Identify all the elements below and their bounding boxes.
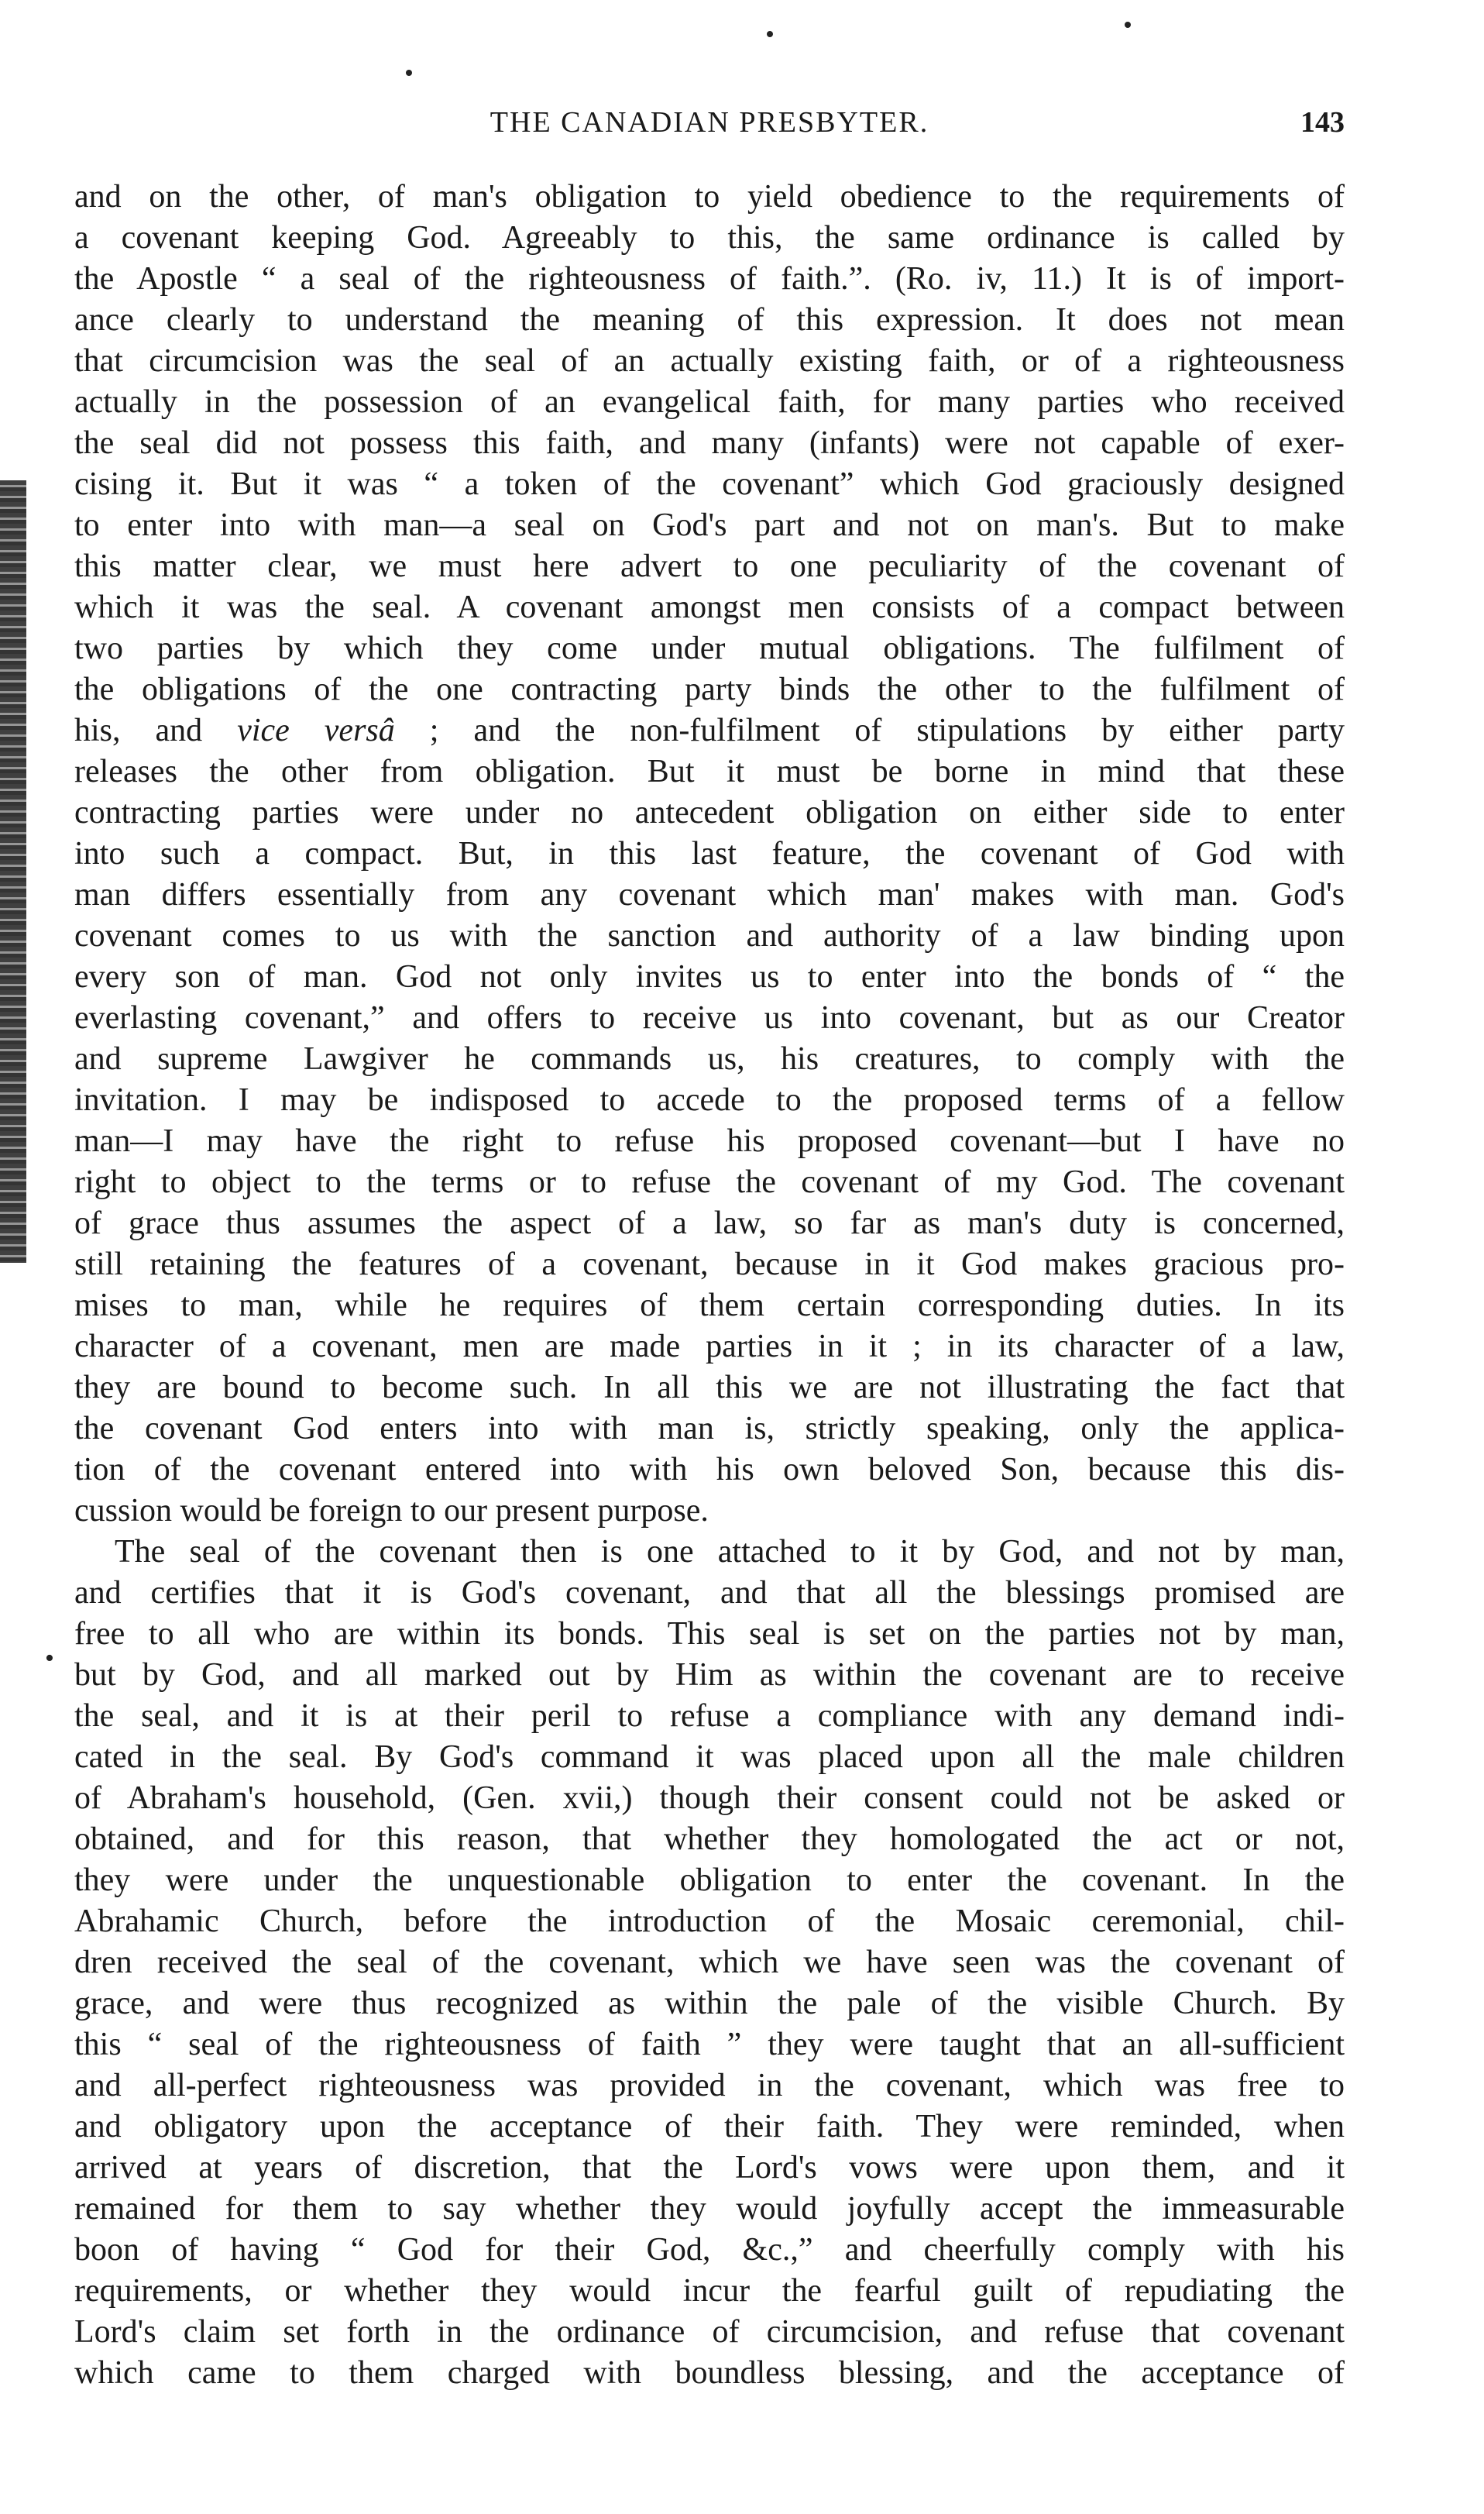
text-line: this “ seal of the righteousness of faith ” they were taught that an all-sufficient: [74, 2027, 1345, 2062]
text-line: every son of man. God not only invites us to enter into the bonds of “ the: [74, 959, 1345, 995]
text-line: and certifies that it is God's covenant, and that all the blessings promised are: [74, 1575, 1345, 1611]
text-line: which it was the seal. A covenant amongst men consists of a compact between: [74, 590, 1345, 625]
text-line: cated in the seal. By God's command it was placed upon all the male children: [74, 1739, 1345, 1775]
text-line: and on the other, of man's obligation to yield obedience to the requirements of: [74, 179, 1345, 215]
text-line: cussion would be foreign to our present purpose.: [74, 1493, 709, 1529]
text-line: invitation. I may be indisposed to accede to the proposed terms of a fellow: [74, 1082, 1345, 1118]
text-line: free to all who are within its bonds. This seal is set on the parties not by man,: [74, 1616, 1345, 1652]
text-line: of grace thus assumes the aspect of a law, so far as man's duty is concerned,: [74, 1205, 1345, 1241]
text-line: obtained, and for this reason, that whether they homologated the act or not,: [74, 1821, 1345, 1857]
italic-phrase: vice versâ: [237, 713, 395, 748]
text-line: Abrahamic Church, before the introduction of the Mosaic ceremonial, chil-: [74, 1904, 1345, 1939]
text-line: the covenant God enters into with man is, strictly speaking, only the applica-: [74, 1411, 1345, 1446]
text-line: actually in the possession of an evangelical faith, for many parties who received: [74, 384, 1345, 420]
text-line: they were under the unquestionable obligation to enter the covenant. In the: [74, 1862, 1345, 1898]
text-line: character of a covenant, men are made parties in it ; in its character of a law,: [74, 1329, 1345, 1364]
text-line: man differs essentially from any covenant which man' makes with man. God's: [74, 877, 1345, 913]
text-line: covenant comes to us with the sanction and authority of a law binding upon: [74, 918, 1345, 954]
text-line: which came to them charged with boundless blessing, and the acceptance of: [74, 2355, 1345, 2391]
text-line: the Apostle “ a seal of the righteousness of faith.”. (Ro. iv, 11.) It is of import-: [74, 261, 1345, 297]
print-speck: [767, 31, 773, 37]
text-line: mises to man, while he requires of them certain corresponding duties. In its: [74, 1288, 1345, 1323]
text-line: ance clearly to understand the meaning of this expression. It does not mean: [74, 302, 1345, 338]
text-line: remained for them to say whether they would joyfully accept the immeasurable: [74, 2191, 1345, 2227]
text-line: that circumcision was the seal of an actually existing faith, or of a righteousness: [74, 343, 1345, 379]
text-line: the seal, and it is at their peril to refuse a compliance with any demand indi-: [74, 1698, 1345, 1734]
print-speck: [406, 70, 412, 76]
body-text: [74, 177, 1345, 2394]
running-head: [74, 99, 1345, 146]
text-line: this matter clear, we must here advert to one peculiarity of the covenant of: [74, 549, 1345, 584]
text-line: Lord's claim set forth in the ordinance of circumcision, and refuse that covenant: [74, 2314, 1345, 2350]
text-line: to enter into with man—a seal on God's part and not on man's. But to make: [74, 507, 1345, 543]
text-line: The seal of the covenant then is one attached to it by God, and not by man,: [115, 1534, 1345, 1570]
page-number: 143: [1300, 106, 1345, 139]
text-line: requirements, or whether they would incur the fearful guilt of repudiating the: [74, 2273, 1345, 2309]
text-line: they are bound to become such. In all this we are not illustrating the fact that: [74, 1370, 1345, 1405]
text-line: of Abraham's household, (Gen. xvii,) though their consent could not be asked or: [74, 1780, 1345, 1816]
text-line: and obligatory upon the acceptance of their faith. They were reminded, when: [74, 2109, 1345, 2144]
text-line: a covenant keeping God. Agreeably to this, the same ordinance is called by: [74, 220, 1345, 256]
text-line: releases the other from obligation. But it must be borne in mind that these: [74, 754, 1345, 789]
text-line: the seal did not possess this faith, and many (infants) were not capable of exer-: [74, 425, 1345, 461]
text-line: tion of the covenant entered into with his own beloved Son, because this dis-: [74, 1452, 1345, 1487]
text-line: and supreme Lawgiver he commands us, his creatures, to comply with the: [74, 1041, 1345, 1077]
text-line: contracting parties were under no antecedent obligation on either side to enter: [74, 795, 1345, 831]
text-line: grace, and were thus recognized as within the pale of the visible Church. By: [74, 1986, 1345, 2021]
text-line: man—I may have the right to refuse his proposed covenant—but I have no: [74, 1123, 1345, 1159]
text-line: boon of having “ God for their God, &c.,” and cheerfully comply with his: [74, 2232, 1345, 2268]
text-line: everlasting covenant,” and offers to receive us into covenant, but as our Creator: [74, 1000, 1345, 1036]
margin-bullet-mark: •: [45, 1644, 54, 1673]
text-line: cising it. But it was “ a token of the covenant” which God graciously designed: [74, 466, 1345, 502]
text-line: into such a compact. But, in this last feature, the covenant of God with: [74, 836, 1345, 872]
text-line: but by God, and all marked out by Him as within the covenant are to receive: [74, 1657, 1345, 1693]
print-speck: [1125, 22, 1131, 28]
journal-title: THE CANADIAN PRESBYTER.: [490, 106, 929, 139]
text-line: the obligations of the one contracting party binds the other to the fulfilment of: [74, 672, 1345, 707]
text-line: right to object to the terms or to refuse the covenant of my God. The covenant: [74, 1164, 1345, 1200]
margin-ink-mark: [0, 480, 26, 1263]
text-line: two parties by which they come under mutual obligations. The fulfilment of: [74, 631, 1345, 666]
text-line: his, and vice versâ ; and the non-fulfilment of stipulations by either party: [74, 713, 1345, 748]
text-line: arrived at years of discretion, that the Lord's vows were upon them, and it: [74, 2150, 1345, 2186]
text-line: dren received the seal of the covenant, which we have seen was the covenant of: [74, 1945, 1345, 1980]
text-line: still retaining the features of a covenant, because in it God makes gracious pro-: [74, 1247, 1345, 1282]
text-line: and all-perfect righteousness was provided in the covenant, which was free to: [74, 2068, 1345, 2103]
